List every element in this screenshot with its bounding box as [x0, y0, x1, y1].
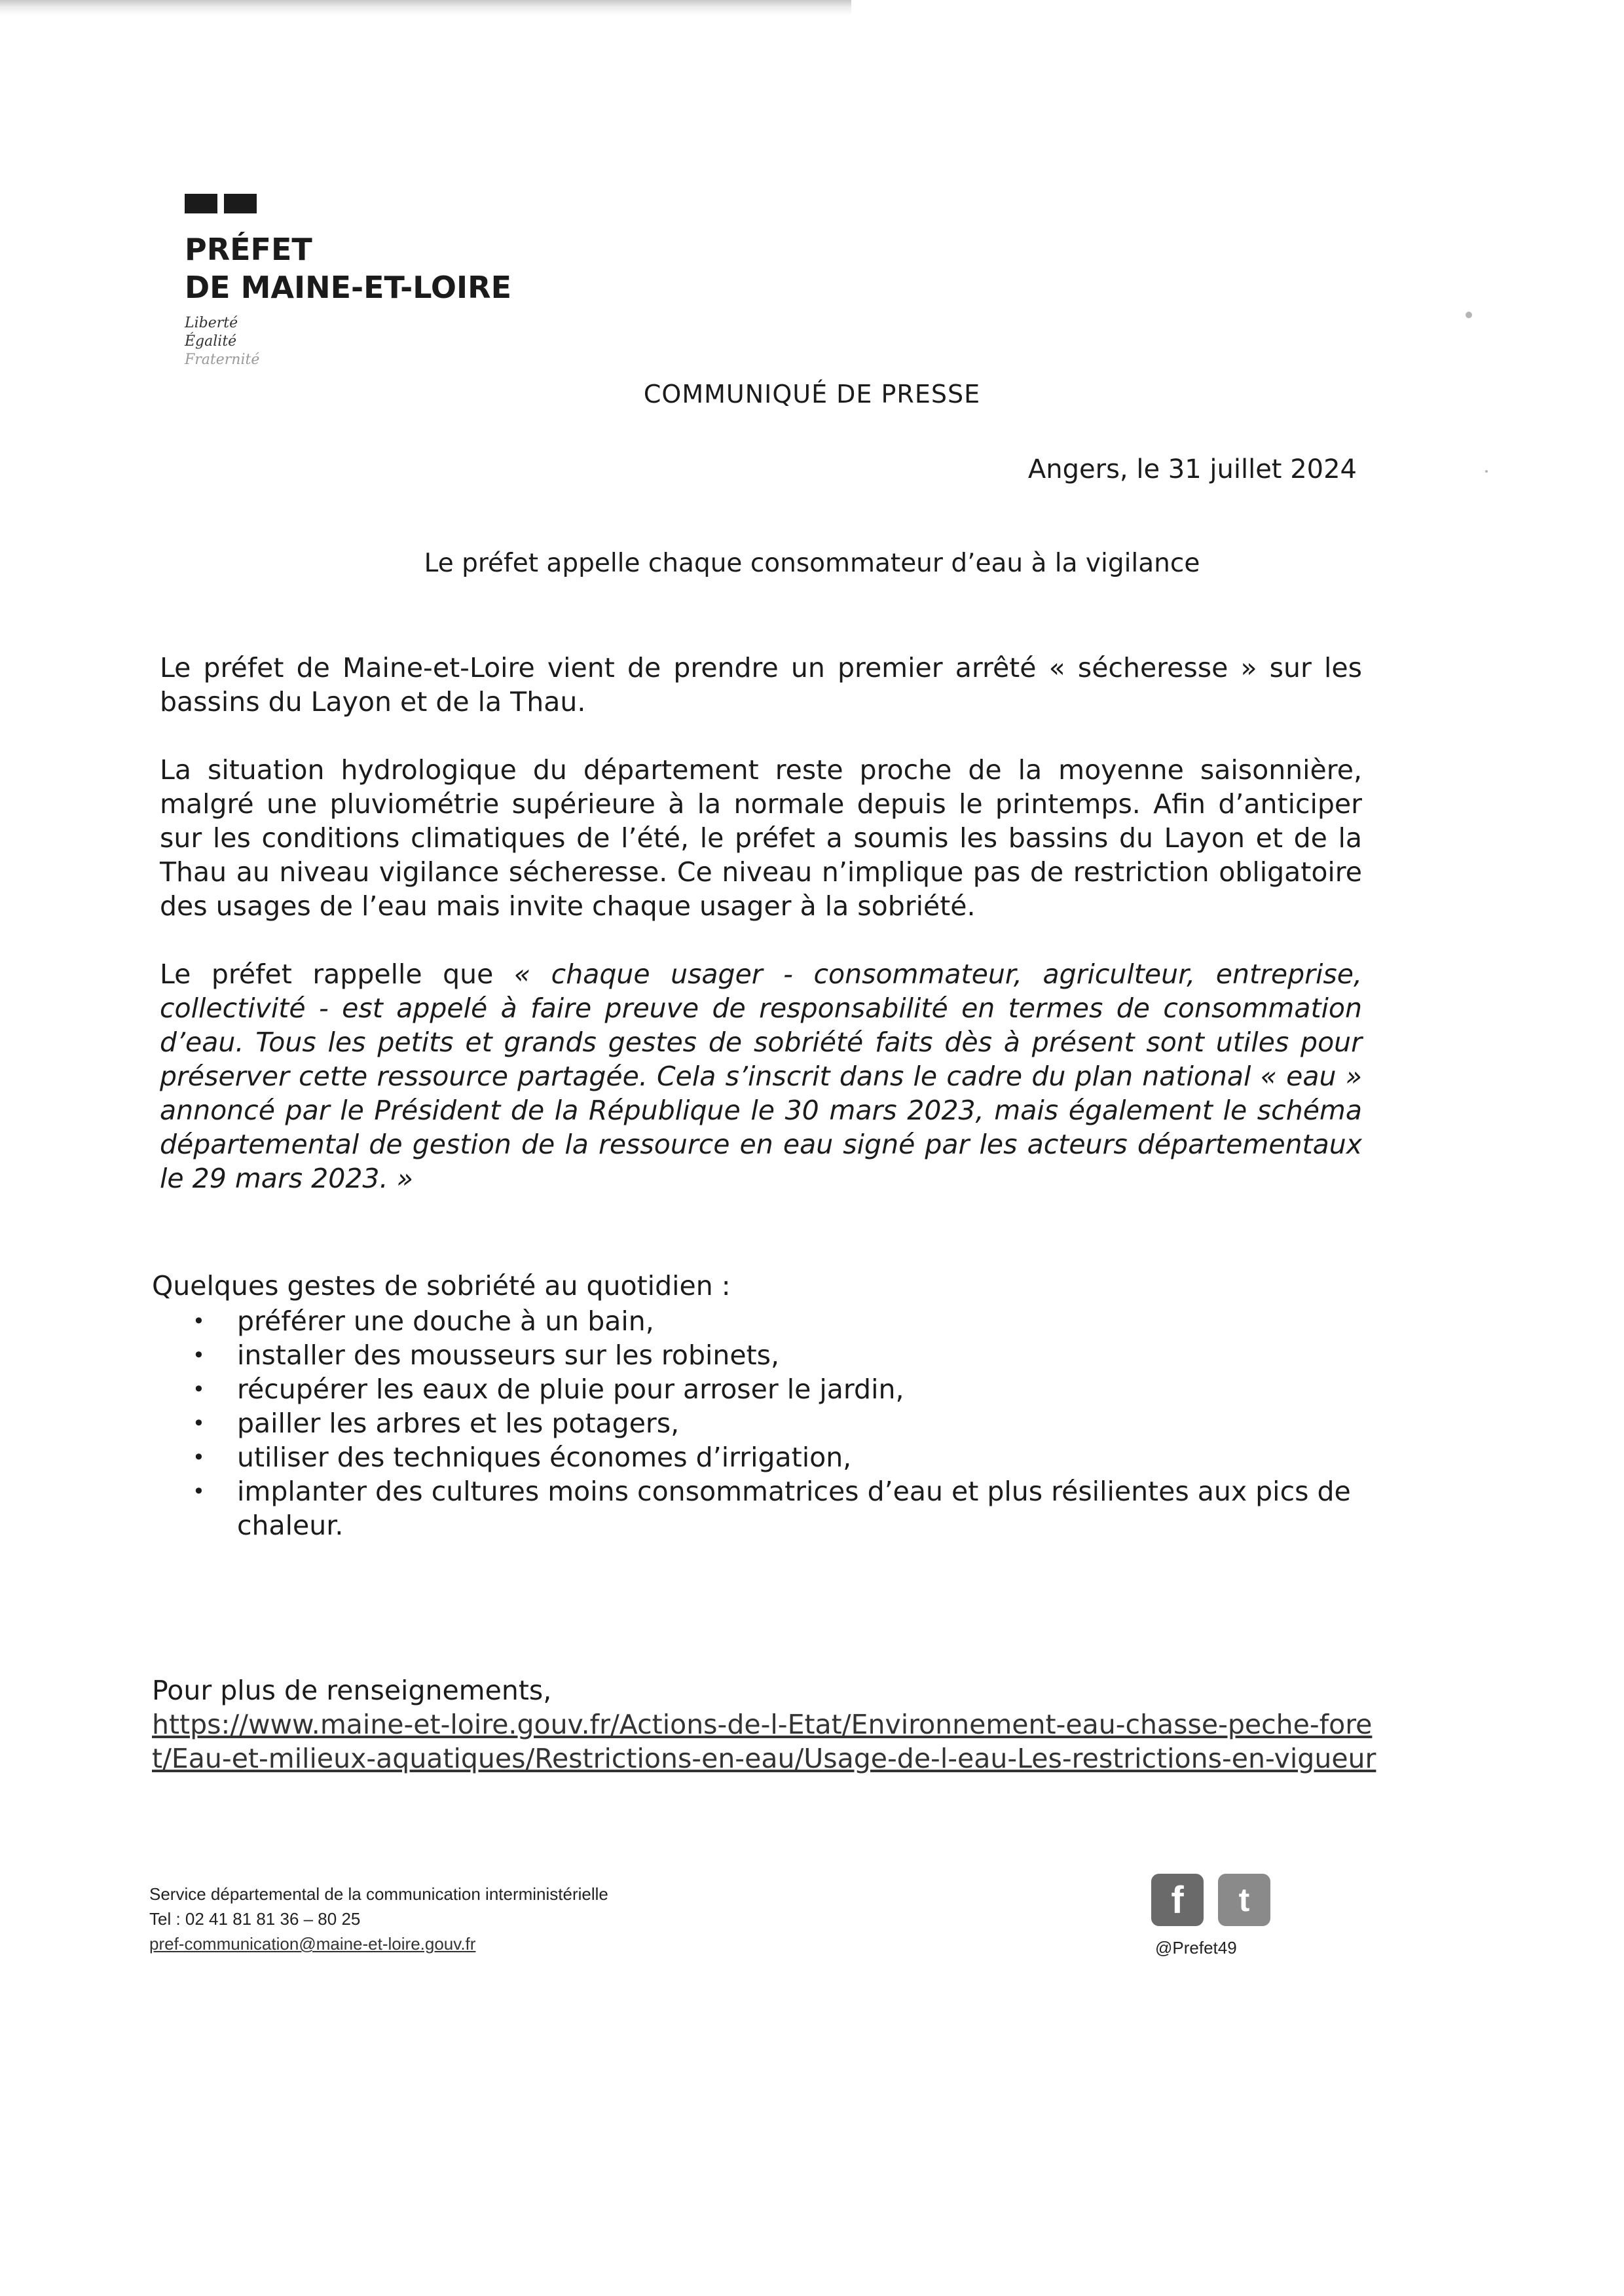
footer-phone: Tel : 02 41 81 81 36 – 80 25	[149, 1909, 361, 1929]
paragraph-3-text	[160, 957, 1362, 1195]
twitter-icon[interactable]: t	[1218, 1874, 1270, 1926]
date-line: Angers, le 31 juillet 2024	[1027, 454, 1357, 484]
scan-speck	[1485, 470, 1488, 473]
social-icons	[1151, 1874, 1270, 1926]
list-item: • pailler les arbres et les potagers,	[152, 1406, 1370, 1440]
more-info-label: Pour plus de renseignements,	[152, 1675, 552, 1706]
list-item: • utiliser des techniques économes d’irrigation,	[152, 1440, 1370, 1474]
motto-fraternite: Fraternité	[185, 352, 260, 368]
document-type: COMMUNIQUÉ DE PRESSE	[643, 380, 981, 409]
gestures-list	[152, 1304, 1370, 1542]
more-info-section	[152, 1673, 1383, 1776]
gestures-list-section	[152, 1269, 1370, 1542]
logo-block-left	[185, 194, 217, 213]
more-info-link[interactable]: https://www.maine-et-loire.gouv.fr/Actions-de-l-Etat/Environnement-eau-chasse-peche-foret/Eau-et-milieux-aquatiques/Restrictions-en-eau/Usage-de-l-eau-Les-restrictions-en-vigueur	[152, 1709, 1376, 1774]
facebook-icon[interactable]: f	[1151, 1874, 1204, 1926]
prefecture-header	[185, 194, 511, 368]
paragraph-3-quote: « chaque usager - consommateur, agriculteur, entreprise, collectivité - est appelé à faire preuve de responsabilité en termes de consommation d’eau. Tous les petits et grands gestes de sobriété faits dès à présent sont utiles pour préserver cette ressource partagée. Cela s’inscrit dans le cadre du plan national « eau » annoncé par le Président de la République le 30 mars 2023, mais également le schéma départemental de gestion de la ressource en eau signé par les acteurs départementaux le 29 mars 2023. »	[160, 958, 1362, 1194]
paragraph-2-text: La situation hydrologique du département reste proche de la moyenne saisonnière, malgré une pluviométrie supérieure à la normale depuis le printemps. Afin d’anticiper sur les conditions climatiques de l’été, le préfet a soumis les bassins du Layon et de la Thau au niveau vigilance sécheresse. Ce niveau n’implique pas de restriction obligatoire des usages de l’eau mais invite chaque usager à la sobriété.	[160, 754, 1362, 922]
list-item: • implanter des cultures moins consommatrices d’eau et plus résilientes aux pics de chaleur.	[152, 1474, 1370, 1542]
scan-edge-shadow	[0, 0, 851, 16]
prefecture-name-line2: DE MAINE-ET-LOIRE	[185, 270, 511, 305]
republic-motto	[185, 314, 511, 368]
motto-egalite: Égalité	[185, 333, 237, 350]
paragraph-2	[160, 753, 1362, 923]
prefecture-name-line1: PRÉFET	[185, 232, 312, 267]
motto-liberte: Liberté	[185, 315, 238, 331]
paragraph-3-lead: Le préfet rappelle que	[160, 958, 514, 990]
gestures-intro: Quelques gestes de sobriété au quotidien :	[152, 1270, 731, 1302]
marianne-logo	[185, 194, 511, 216]
list-item: • préférer une douche à un bain,	[152, 1304, 1370, 1338]
paragraph-1-text: Le préfet de Maine-et-Loire vient de prendre un premier arrêté « sécheresse » sur les bassins du Layon et de la Thau.	[160, 652, 1362, 718]
list-item: • installer des mousseurs sur les robinets,	[152, 1338, 1370, 1372]
social-links	[1151, 1874, 1270, 1958]
paragraph-1	[160, 651, 1362, 719]
social-handle: @Prefet49	[1155, 1938, 1237, 1958]
logo-block-right	[224, 194, 257, 213]
footer-contact	[149, 1882, 608, 1956]
paragraph-3	[160, 957, 1362, 1195]
list-item: • récupérer les eaux de pluie pour arroser le jardin,	[152, 1372, 1370, 1406]
scan-speck	[1466, 312, 1472, 318]
footer-service: Service départemental de la communication interministérielle	[149, 1884, 608, 1904]
headline: Le préfet appelle chaque consommateur d’eau à la vigilance	[424, 549, 1200, 578]
footer-email[interactable]: pref-communication@maine-et-loire.gouv.fr	[149, 1934, 476, 1954]
